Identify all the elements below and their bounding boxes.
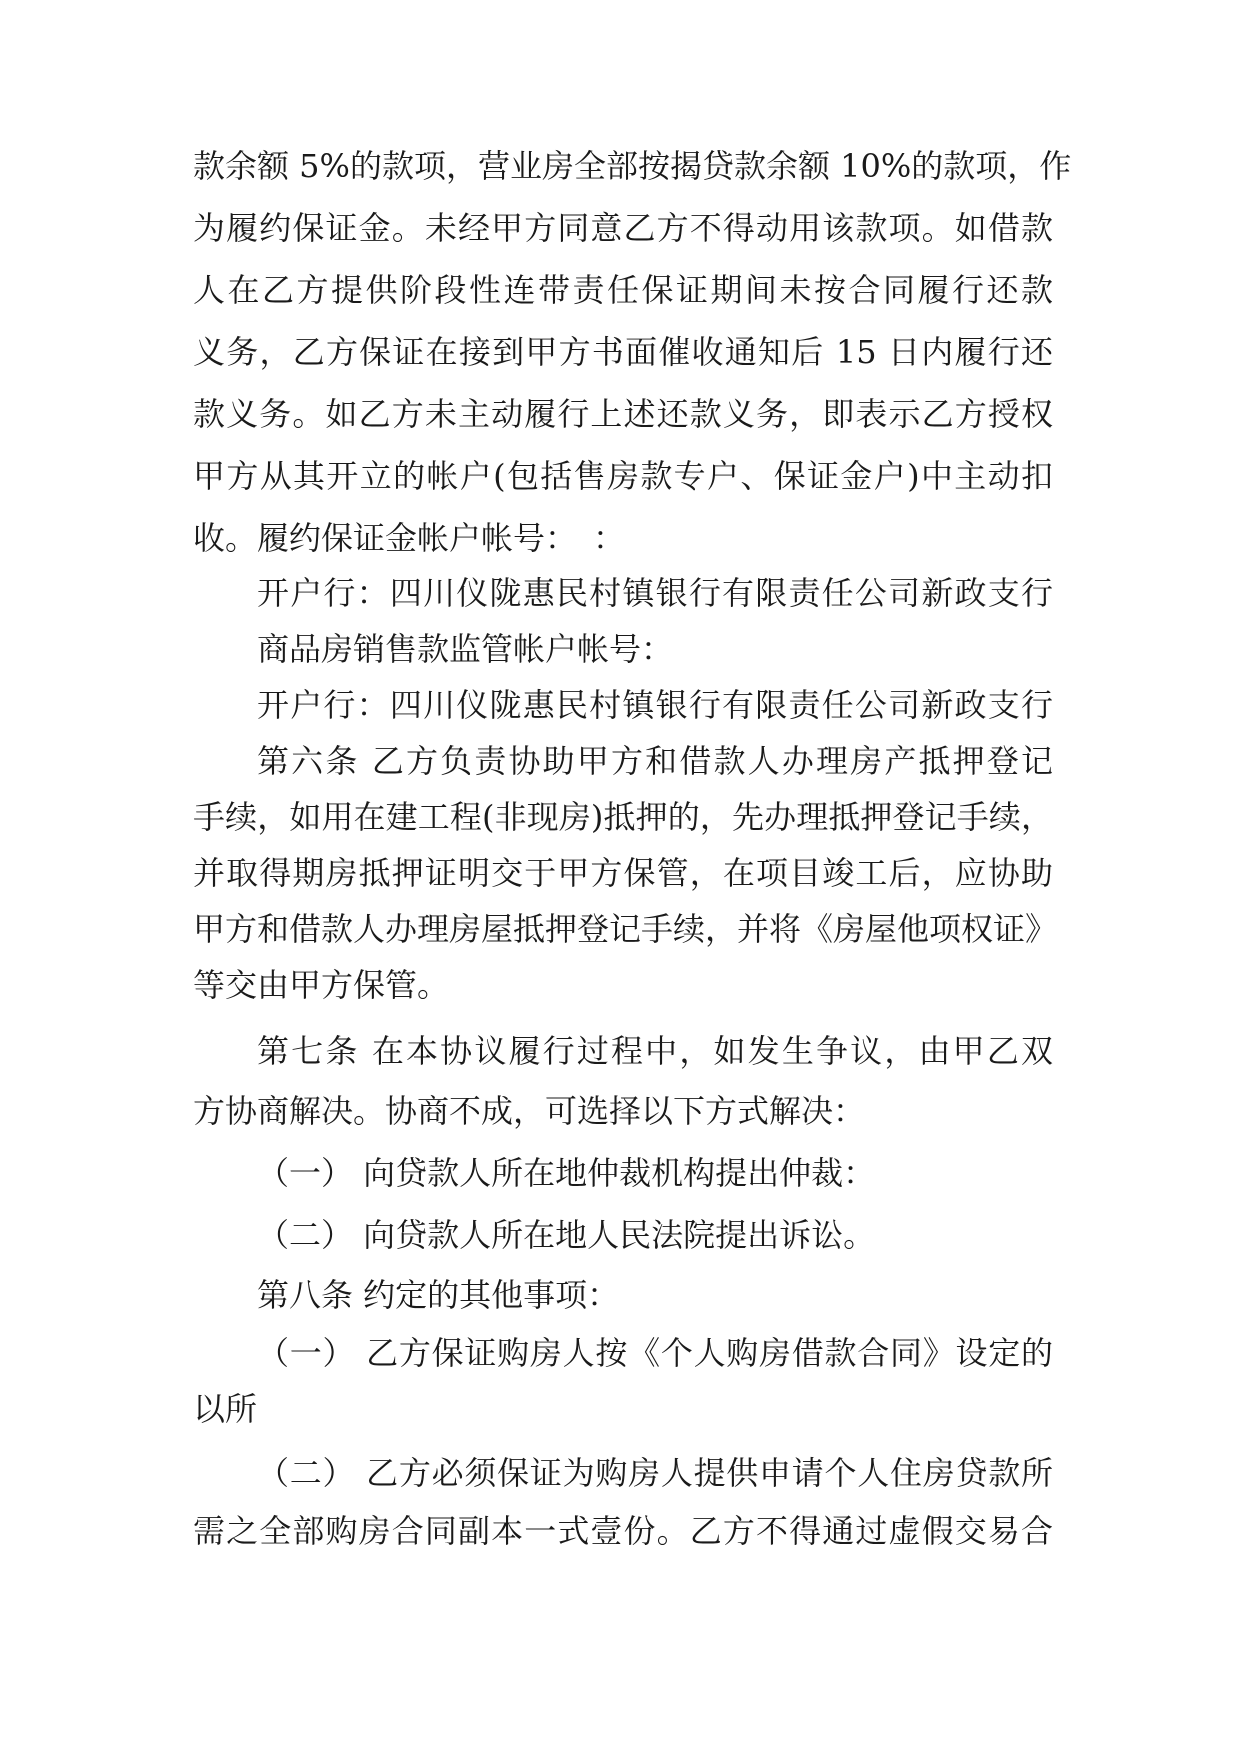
text-line: 甲方从其开立的帐户(包括售房款专户、保证金户)中主动扣 (193, 457, 1053, 495)
text-line: 需之全部购房合同副本一式壹份。乙方不得通过虚假交易合 (193, 1512, 1053, 1550)
text-line: 手续，如用在建工程(非现房)抵押的，先办理抵押登记手续， (193, 798, 1053, 836)
text-line: （二） 向贷款人所在地人民法院提出诉讼。 (257, 1216, 876, 1254)
text-line: 收。履约保证金帐户帐号： ： (193, 519, 626, 557)
text-line: 等交由甲方保管。 (193, 966, 450, 1004)
text-line: 人在乙方提供阶段性连带责任保证期间未按合同履行还款 (193, 271, 1053, 309)
text-line: （一） 乙方保证购房人按《个人购房借款合同》设定的 (257, 1334, 1053, 1372)
text-line: 义务，乙方保证在接到甲方书面催收通知后 15 日内履行还 (193, 333, 1053, 371)
text-line: 第七条 在本协议履行过程中，如发生争议，由甲乙双 (257, 1032, 1053, 1070)
text-line: 甲方和借款人办理房屋抵押登记手续，并将《房屋他项权证》 (193, 910, 1058, 948)
text-line: 第八条 约定的其他事项： (257, 1276, 620, 1314)
text-line: 开户行：四川仪陇惠民村镇银行有限责任公司新政支行 (257, 574, 1053, 612)
text-line: 为履约保证金。未经甲方同意乙方不得动用该款项。如借款 (193, 209, 1053, 247)
text-line: 商品房销售款监管帐户帐号： (257, 630, 674, 668)
text-line: 并取得期房抵押证明交于甲方保管，在项目竣工后，应协助 (193, 854, 1053, 892)
text-line: 开户行：四川仪陇惠民村镇银行有限责任公司新政支行 (257, 686, 1053, 724)
text-line: 款义务。如乙方未主动履行上述还款义务，即表示乙方授权 (193, 395, 1053, 433)
text-line: 方协商解决。协商不成，可选择以下方式解决： (193, 1092, 866, 1130)
text-line: 款余额 5%的款项，营业房全部按揭贷款余额 10%的款项，作 (193, 147, 1072, 185)
text-line: （一） 向贷款人所在地仲裁机构提出仲裁： (257, 1154, 876, 1192)
text-line: 第六条 乙方负责协助甲方和借款人办理房产抵押登记 (257, 742, 1053, 780)
text-line: 以所 (193, 1390, 258, 1428)
text-line: （二） 乙方必须保证为购房人提供申请个人住房贷款所 (257, 1454, 1053, 1492)
